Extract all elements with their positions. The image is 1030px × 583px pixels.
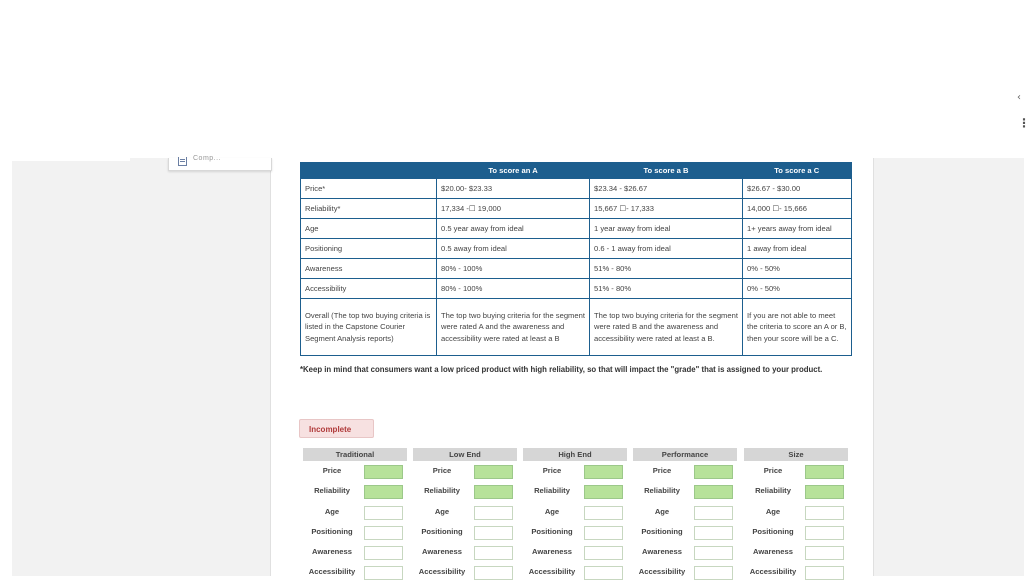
table-row (301, 199, 852, 219)
table-row (301, 259, 852, 279)
criteria-table (300, 162, 852, 356)
table-cell: If you are not able to meet the criteria to score an A or B, then your score will be a C. (743, 299, 852, 356)
segment-row (633, 461, 737, 481)
segment-header: Low End (413, 448, 517, 461)
segment-row (413, 461, 517, 481)
table-cell: 0% - 50% (743, 279, 852, 299)
segment-row-label: Awareness (422, 547, 462, 557)
segment-row (633, 502, 737, 522)
grade-input[interactable] (694, 485, 733, 499)
segment-header: High End (523, 448, 627, 461)
segment-row-label: Reliability (644, 486, 680, 496)
grade-input[interactable] (805, 566, 844, 580)
segment-row-label: Awareness (312, 547, 352, 557)
segment-row (413, 522, 517, 542)
segment-row (303, 542, 407, 562)
grade-input[interactable] (805, 465, 844, 479)
segment-row (523, 542, 627, 562)
segment-row (413, 542, 517, 562)
segment-row-label: Reliability (755, 486, 791, 496)
segment-row (413, 481, 517, 501)
table-cell: Accessibility (301, 279, 437, 299)
segment-row-label: Positioning (641, 526, 683, 536)
segment-row (744, 542, 848, 562)
segment-row (303, 502, 407, 522)
segment-column (303, 448, 407, 583)
segment-row-label: Positioning (421, 526, 463, 536)
table-row (301, 219, 852, 239)
grade-input[interactable] (364, 526, 403, 540)
grade-input[interactable] (805, 506, 844, 520)
segment-row-label: Accessibility (749, 567, 797, 577)
table-cell: $26.67 - $30.00 (743, 179, 852, 199)
criteria-header-a: To score an A (437, 162, 590, 179)
grade-input[interactable] (474, 465, 513, 479)
segment-row-label: Age (324, 506, 340, 516)
segment-row (523, 562, 627, 582)
segment-row-label: Price (763, 466, 783, 475)
grade-input[interactable] (474, 566, 513, 580)
segment-row-label: Price (432, 466, 452, 475)
table-cell: 1 year away from ideal (590, 219, 743, 239)
segment-row (523, 502, 627, 522)
table-cell: $23.34 - $26.67 (590, 179, 743, 199)
grade-input[interactable] (584, 485, 623, 499)
top-blank-area (0, 0, 1024, 158)
grade-input[interactable] (805, 485, 844, 499)
segment-column (523, 448, 627, 583)
table-cell: 0% - 50% (743, 259, 852, 279)
table-cell: 17,334 -☐ 19,000 (437, 199, 590, 219)
table-row (301, 179, 852, 199)
segment-row-label: Reliability (534, 486, 570, 496)
status-badge: Incomplete (299, 419, 374, 438)
table-cell: 51% - 80% (590, 259, 743, 279)
segment-row (523, 461, 627, 481)
segment-row-label: Age (654, 506, 670, 516)
grade-input[interactable] (584, 566, 623, 580)
segment-row (303, 522, 407, 542)
segment-row-label: Price (652, 466, 672, 475)
grade-input[interactable] (584, 546, 623, 560)
segment-row (413, 562, 517, 582)
grade-input[interactable] (474, 546, 513, 560)
criteria-header-row (301, 162, 852, 179)
segment-row-label: Age (765, 506, 781, 516)
table-cell: 0.5 away from ideal (437, 239, 590, 259)
table-cell: 80% - 100% (437, 259, 590, 279)
segment-row (744, 522, 848, 542)
segment-row-label: Awareness (753, 547, 793, 557)
segment-row-label: Reliability (314, 486, 350, 496)
table-cell: Reliability* (301, 199, 437, 219)
note-text: *Keep in mind that consumers want a low priced product with high reliability, so that will impact the "grade" that is assigned to your product. (300, 365, 823, 374)
grade-input[interactable] (694, 506, 733, 520)
segment-row-label: Age (544, 506, 560, 516)
segment-row-label: Awareness (642, 547, 682, 557)
segment-header: Size (744, 448, 848, 461)
table-cell: $20.00- $23.33 (437, 179, 590, 199)
segment-row (303, 461, 407, 481)
segment-row-label: Positioning (311, 526, 353, 536)
criteria-header-b: To score a B (590, 162, 743, 179)
table-cell: Awareness (301, 259, 437, 279)
table-cell: Overall (The top two buying criteria is listed in the Capstone Courier Segment Analysis reports) (301, 299, 437, 356)
segment-row (523, 522, 627, 542)
table-cell: 15,667 ☐- 17,333 (590, 199, 743, 219)
side-card-label: Comp... (193, 155, 222, 162)
grade-input[interactable] (584, 465, 623, 479)
table-cell: Positioning (301, 239, 437, 259)
criteria-header-blank (301, 162, 437, 179)
segment-row-label: Reliability (424, 486, 460, 496)
segment-row (633, 542, 737, 562)
grade-input[interactable] (364, 566, 403, 580)
segment-row (744, 481, 848, 501)
grade-input[interactable] (805, 526, 844, 540)
segment-row-label: Age (434, 506, 450, 516)
side-card[interactable] (168, 155, 272, 171)
grade-input[interactable] (584, 506, 623, 520)
grade-input[interactable] (364, 546, 403, 560)
segment-row-label: Accessibility (418, 567, 466, 577)
table-cell: Age (301, 219, 437, 239)
table-cell: 51% - 80% (590, 279, 743, 299)
segment-header: Traditional (303, 448, 407, 461)
grade-input[interactable] (474, 506, 513, 520)
divider (12, 158, 130, 161)
grade-input[interactable] (694, 546, 733, 560)
segment-header: Performance (633, 448, 737, 461)
table-cell: 80% - 100% (437, 279, 590, 299)
segment-row-label: Accessibility (638, 567, 686, 577)
grade-input[interactable] (694, 526, 733, 540)
table-row (301, 279, 852, 299)
segment-row (633, 522, 737, 542)
segment-row (413, 502, 517, 522)
table-cell: 14,000 ☐- 15,666 (743, 199, 852, 219)
grade-input[interactable] (364, 485, 403, 499)
grade-input[interactable] (805, 546, 844, 560)
table-cell: 1 away from ideal (743, 239, 852, 259)
table-row (301, 239, 852, 259)
grade-input[interactable] (364, 465, 403, 479)
table-cell: 0.6 - 1 away from ideal (590, 239, 743, 259)
segment-row (744, 502, 848, 522)
segment-row-label: Price (322, 466, 342, 475)
grade-input[interactable] (474, 526, 513, 540)
table-cell: Price* (301, 179, 437, 199)
segment-row (633, 562, 737, 582)
chevron-left-icon[interactable]: ‹ (1017, 92, 1021, 103)
table-cell: 0.5 year away from ideal (437, 219, 590, 239)
segment-row-label: Positioning (752, 526, 794, 536)
segment-column (633, 448, 737, 583)
segment-row (303, 562, 407, 582)
segment-row-label: Accessibility (308, 567, 356, 577)
segment-row (744, 461, 848, 481)
segment-row-label: Positioning (531, 526, 573, 536)
table-cell: 1+ years away from ideal (743, 219, 852, 239)
table-cell: The top two buying criteria for the segment were rated B and the awareness and accessibility were rated at least a B. (590, 299, 743, 356)
segment-row-label: Price (542, 466, 562, 475)
segment-row (744, 562, 848, 582)
grade-input[interactable] (694, 465, 733, 479)
segment-row-label: Accessibility (528, 567, 576, 577)
table-cell: The top two buying criteria for the segment were rated A and the awareness and accessibility were rated at least a B (437, 299, 590, 356)
grade-input[interactable] (694, 566, 733, 580)
segment-row (633, 481, 737, 501)
segment-row (303, 481, 407, 501)
table-row (301, 299, 852, 356)
segment-row (523, 481, 627, 501)
segment-column (744, 448, 848, 583)
grade-input[interactable] (474, 485, 513, 499)
criteria-header-c: To score a C (743, 162, 852, 179)
more-vertical-icon[interactable]: ⋮ (1018, 116, 1030, 130)
segment-row-label: Awareness (532, 547, 572, 557)
grade-input[interactable] (584, 526, 623, 540)
grade-input[interactable] (364, 506, 403, 520)
segment-column (413, 448, 517, 583)
calendar-icon (178, 157, 187, 166)
